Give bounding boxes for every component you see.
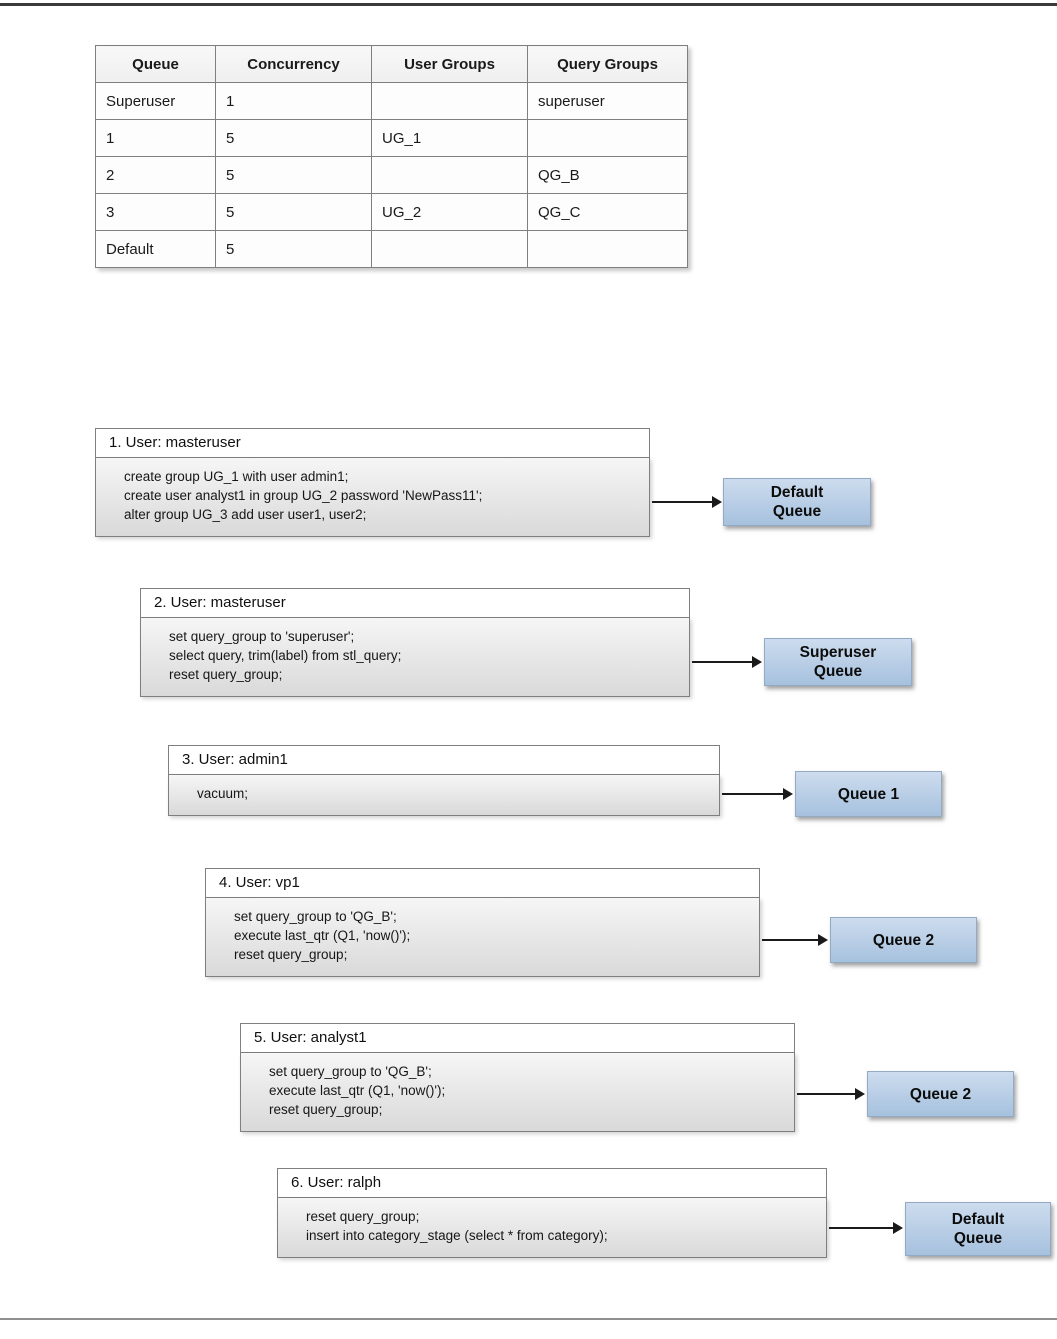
code-line: set query_group to 'superuser'; — [169, 629, 355, 644]
queue-box — [795, 771, 942, 817]
table-header-row — [96, 46, 688, 83]
code-line: execute last_qtr (Q1, 'now()'); — [234, 928, 411, 943]
queue-label: Queue 1 — [837, 785, 900, 803]
queue-label: Queue 2 — [872, 931, 935, 949]
table-header-cell: User Groups — [372, 46, 528, 83]
example-title: 6. User: ralph — [277, 1168, 827, 1198]
table-cell: UG_2 — [372, 194, 528, 231]
table-cell: Default — [96, 231, 216, 268]
example-block-6 — [277, 1168, 827, 1258]
example-code — [240, 1053, 795, 1132]
example-code — [95, 458, 650, 537]
table-body — [96, 83, 688, 268]
queue-box — [830, 917, 977, 963]
flow-arrow-icon — [692, 661, 752, 663]
code-line: alter group UG_3 add user user1, user2; — [124, 507, 367, 522]
flow-arrow-icon — [762, 939, 818, 941]
queue-label: Superuser Queue — [799, 644, 877, 680]
flow-arrow-icon — [652, 501, 712, 503]
table-row — [96, 231, 688, 268]
table-cell: 1 — [216, 83, 372, 120]
table-row — [96, 120, 688, 157]
table-cell: 3 — [96, 194, 216, 231]
table-row — [96, 83, 688, 120]
example-title: 5. User: analyst1 — [240, 1023, 795, 1053]
flow-arrow-icon — [829, 1227, 893, 1229]
table-row — [96, 194, 688, 231]
table-cell: 5 — [216, 157, 372, 194]
code-line: reset query_group; — [269, 1102, 383, 1117]
table-cell — [372, 83, 528, 120]
queue-config-table — [95, 45, 688, 268]
code-line: reset query_group; — [234, 947, 348, 962]
table-header-cell: Queue — [96, 46, 216, 83]
example-code — [140, 618, 690, 697]
table-cell — [528, 120, 688, 157]
table-cell: 1 — [96, 120, 216, 157]
bottom-rule — [0, 1318, 1057, 1320]
queue-box — [723, 478, 871, 526]
queue-label: Queue 2 — [909, 1085, 972, 1103]
example-title: 2. User: masteruser — [140, 588, 690, 618]
example-code — [277, 1198, 827, 1258]
example-code — [205, 898, 760, 977]
table-cell — [372, 231, 528, 268]
table-header-cell: Query Groups — [528, 46, 688, 83]
table-header — [96, 46, 688, 83]
code-line: vacuum; — [197, 786, 249, 801]
queue-label: Default Queue — [770, 484, 824, 520]
code-line: reset query_group; — [306, 1209, 420, 1224]
table-cell: 5 — [216, 120, 372, 157]
example-title: 3. User: admin1 — [168, 745, 720, 775]
table-cell: superuser — [528, 83, 688, 120]
example-title: 4. User: vp1 — [205, 868, 760, 898]
example-code — [168, 775, 720, 816]
table-cell — [372, 157, 528, 194]
example-block-3 — [168, 745, 720, 816]
table-cell: QG_B — [528, 157, 688, 194]
example-block-5 — [240, 1023, 795, 1132]
table-cell: 5 — [216, 231, 372, 268]
table-cell — [528, 231, 688, 268]
table-cell: 2 — [96, 157, 216, 194]
queue-box — [764, 638, 912, 686]
flow-arrow-icon — [722, 793, 783, 795]
code-line: reset query_group; — [169, 667, 283, 682]
table-header-cell: Concurrency — [216, 46, 372, 83]
queue-box — [905, 1202, 1051, 1256]
code-line: create user analyst1 in group UG_2 password 'NewPass11'; — [124, 488, 483, 503]
example-block-1 — [95, 428, 650, 537]
table-cell: UG_1 — [372, 120, 528, 157]
code-line: create group UG_1 with user admin1; — [124, 469, 349, 484]
code-line: set query_group to 'QG_B'; — [269, 1064, 432, 1079]
table-row — [96, 157, 688, 194]
table-cell: QG_C — [528, 194, 688, 231]
top-rule — [0, 3, 1057, 6]
code-line: set query_group to 'QG_B'; — [234, 909, 397, 924]
flow-arrow-icon — [797, 1093, 855, 1095]
table-cell: 5 — [216, 194, 372, 231]
queue-box — [867, 1071, 1014, 1117]
code-line: insert into category_stage (select * from category); — [306, 1228, 608, 1243]
example-block-4 — [205, 868, 760, 977]
code-line: select query, trim(label) from stl_query; — [169, 648, 402, 663]
example-block-2 — [140, 588, 690, 697]
code-line: execute last_qtr (Q1, 'now()'); — [269, 1083, 446, 1098]
queue-label: Default Queue — [951, 1211, 1005, 1247]
table-cell: Superuser — [96, 83, 216, 120]
example-title: 1. User: masteruser — [95, 428, 650, 458]
